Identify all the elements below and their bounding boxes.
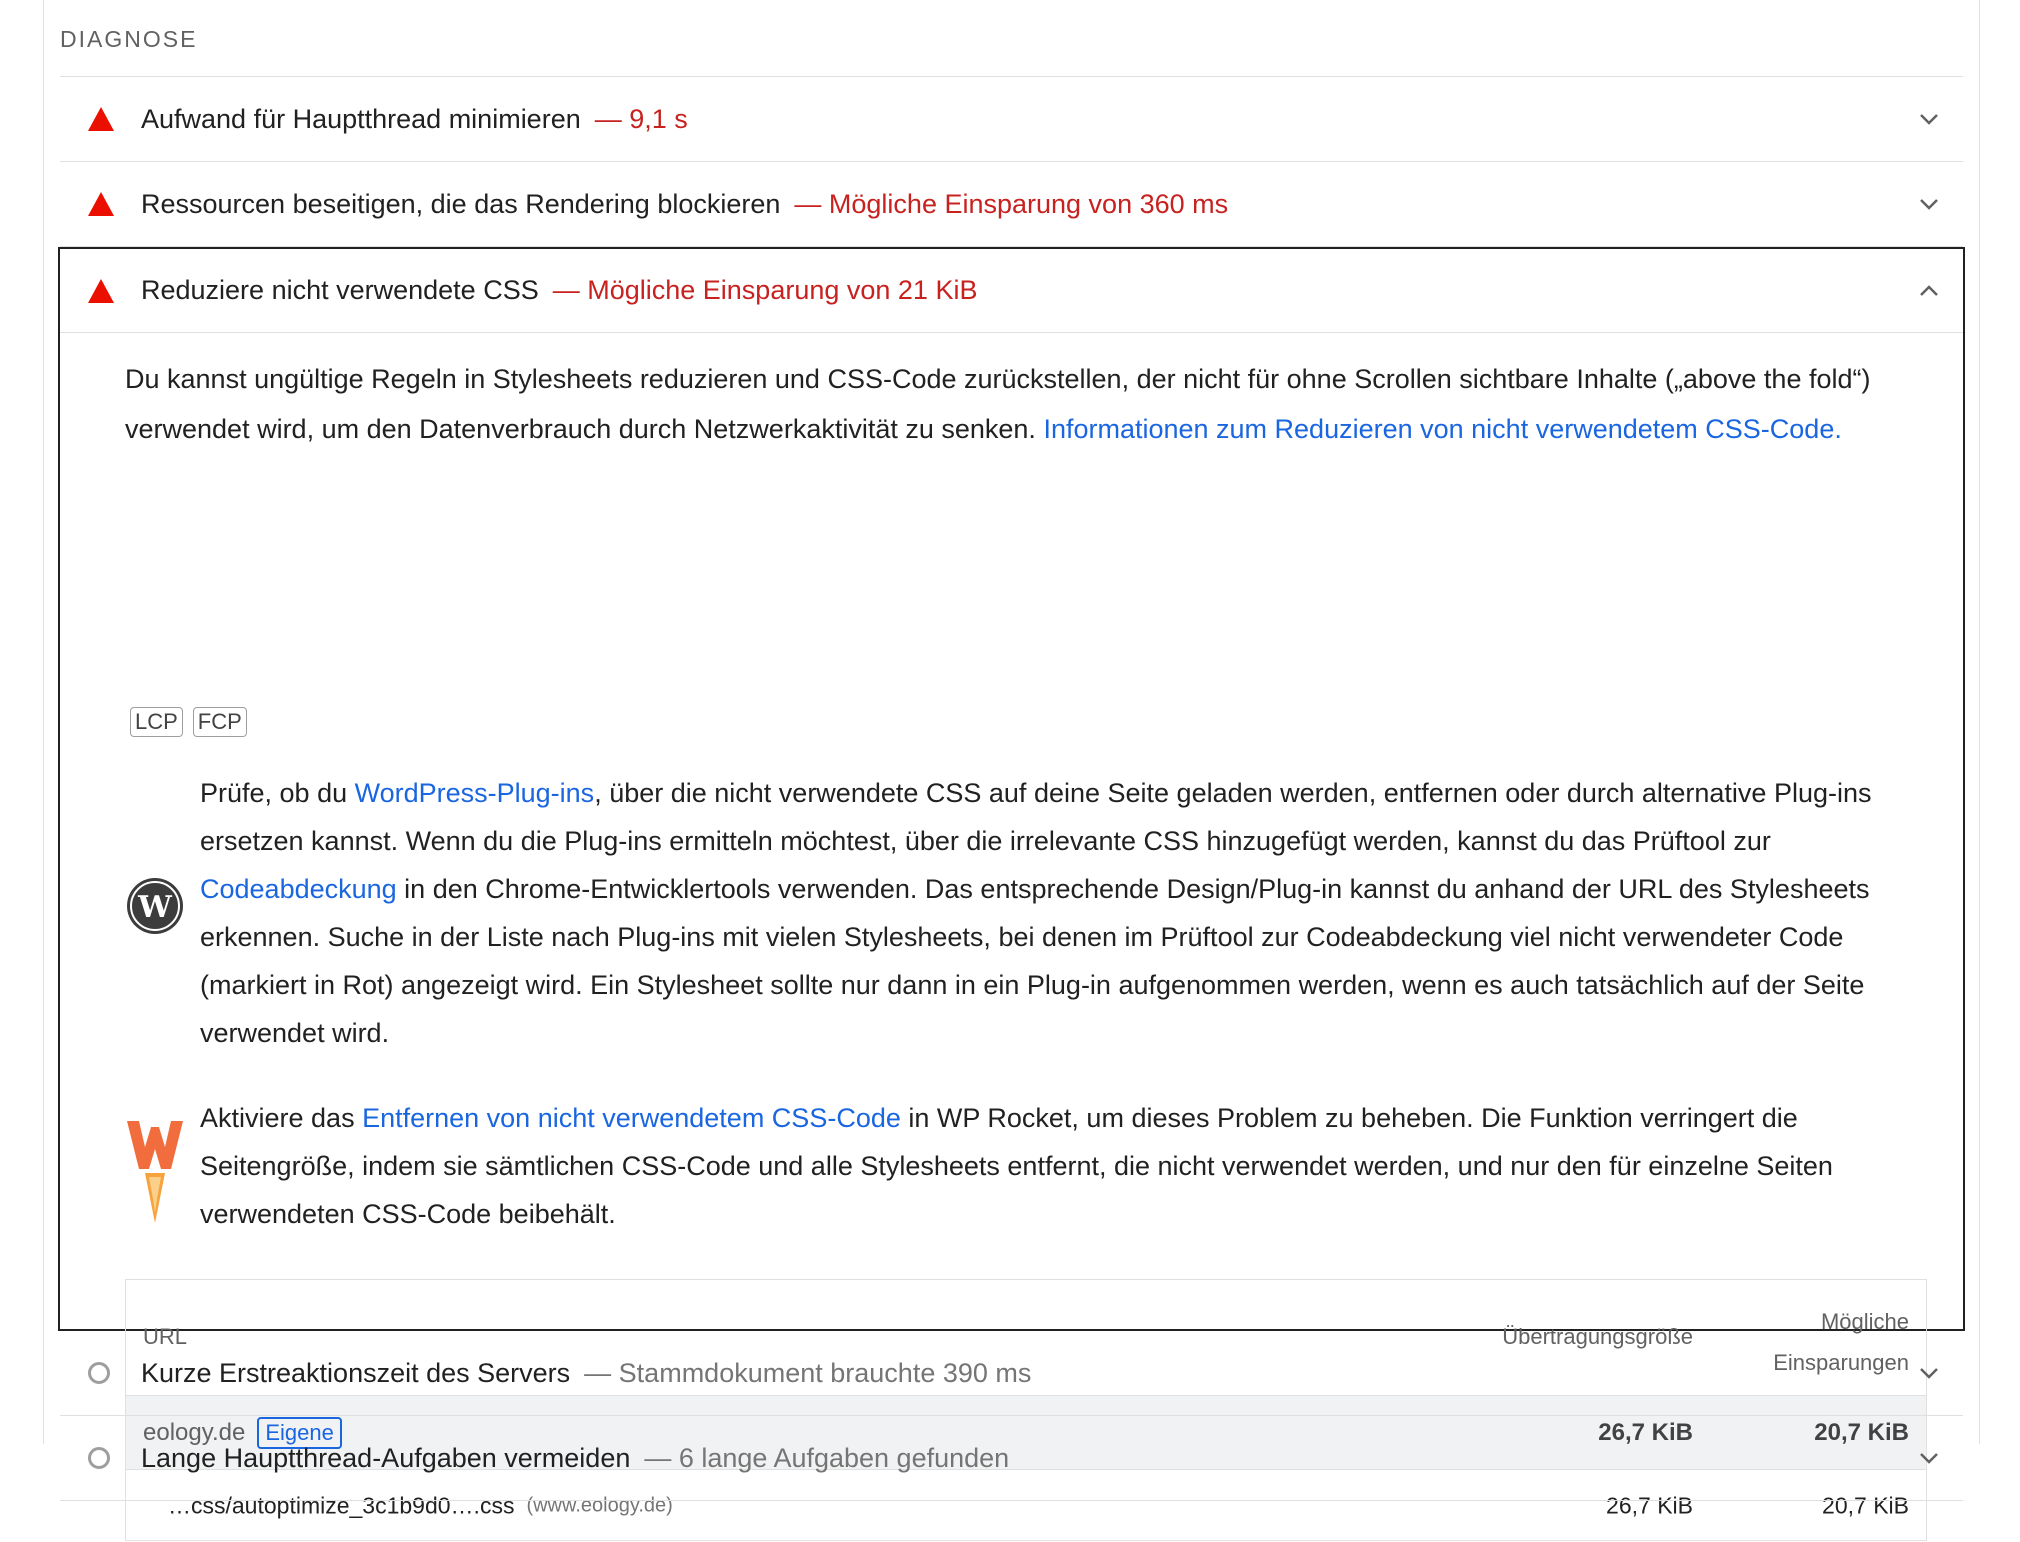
wordpress-stack-pack: Prüfe, ob du WordPress-Plug-ins, über die nicht verwendete CSS auf deine Seite geladen werden, entfernen oder durch alternative Plug-ins ersetzen kannst. Wenn du die Plug-ins ermitteln möchtest, über die irrelevante CSS hinzugefügt werden, kannst du das Prüftool zur Codeabdeckung in den Chrome-Entwicklertools verwenden. Das entsprechende Design/Plug-in kannst du anhand der URL des Stylesheets erkennen. Suche in der Liste nach Plug-ins mit vielen Stylesheets, bei denen im Prüftool zur Codeabdeckung viel nicht verwendeter Code (markiert in Rot) angezeigt wird. Ein Stylesheet sollte nur dann in ein Plug-in aufgenommen werden, wenn es auch tatsächlich auf der Seite verwendet wird. — [200, 778, 1872, 1048]
chevron-down-icon[interactable] — [1919, 113, 1939, 125]
audit-value: — Stammdokument brauchte 390 ms — [584, 1357, 1032, 1388]
first-party-badge: Eigene — [257, 1417, 342, 1449]
audit-value: — Mögliche Einsparung von 360 ms — [794, 188, 1229, 219]
audit-value: — 6 lange Aufgaben gefunden — [644, 1442, 1010, 1473]
audit-server-response-time[interactable] — [60, 1331, 1963, 1416]
code-coverage-link[interactable]: Codeabdeckung — [200, 874, 397, 904]
audit-value: — Mögliche Einsparung von 21 KiB — [552, 275, 978, 305]
wordpress-plugins-link[interactable]: WordPress-Plug-ins — [354, 778, 595, 808]
fail-triangle-icon — [88, 192, 114, 216]
resource-transfer-size: 26,7 KiB — [1606, 1492, 1693, 1519]
audit-mainthread-work[interactable] — [60, 77, 1963, 162]
wp-rocket-icon — [125, 1117, 185, 1227]
audit-value: — 9,1 s — [594, 103, 688, 134]
pass-circle-icon — [88, 1447, 110, 1469]
column-url: URL — [143, 1324, 188, 1349]
column-potential-savings: Mögliche Einsparungen — [1773, 1309, 1909, 1375]
resource-savings: 20,7 KiB — [1822, 1492, 1909, 1519]
audit-title: Ressourcen beseitigen, die das Rendering blockieren — [141, 188, 781, 219]
audit-title: Aufwand für Hauptthread minimieren — [141, 103, 581, 134]
section-title: DIAGNOSE — [60, 0, 1963, 77]
chevron-up-icon[interactable] — [1919, 285, 1939, 297]
metric-chips — [130, 707, 247, 737]
chip-lcp: LCP — [130, 707, 183, 737]
chevron-down-icon[interactable] — [1919, 198, 1939, 210]
pass-circle-icon — [88, 1362, 110, 1384]
audit-unused-css-header[interactable] — [60, 249, 1963, 333]
audit-title: Lange Hauptthread-Aufgaben vermeiden — [141, 1442, 631, 1473]
audit-title: Reduziere nicht verwendete CSS — [141, 275, 539, 305]
entity-transfer-size: 26,7 KiB — [1598, 1418, 1693, 1446]
chevron-down-icon[interactable] — [1919, 1452, 1939, 1464]
resource-url[interactable]: …css/autoptimize_3c1b9d0….css — [168, 1492, 515, 1519]
audit-long-tasks[interactable] — [60, 1416, 1963, 1501]
svg-text:W: W — [138, 890, 172, 925]
audit-description: Du kannst ungültige Regeln in Stylesheets reduzieren und CSS-Code zurückstellen, der nicht für ohne Scrollen sichtbare Inhalte („above the fold“) verwendet wird, um den Datenverbrauch durch Netzwerkaktivität zu senken. Informationen zum Reduzieren von nicht verwendetem CSS-Code. — [125, 364, 1871, 444]
column-transfer-size: Übertragungsgröße — [1502, 1324, 1693, 1349]
diagnostics-section — [60, 0, 1963, 1519]
audit-title: Kurze Erstreaktionszeit des Servers — [141, 1357, 571, 1388]
chevron-down-icon[interactable] — [1919, 1367, 1939, 1379]
remove-unused-css-link[interactable]: Entfernen von nicht verwendetem CSS-Code — [362, 1103, 901, 1133]
audit-render-blocking[interactable] — [60, 162, 1963, 247]
fail-triangle-icon — [88, 107, 114, 131]
wp-rocket-stack-pack: Aktiviere das Entfernen von nicht verwendetem CSS-Code in WP Rocket, um dieses Problem zu beheben. Die Funktion verringert die Seitengröße, indem sie sämtlichen CSS-Code und alle Stylesheets entfernt, die nicht verwendet werden, und nur den für einzelne Seiten verwendeten CSS-Code beibehält. — [200, 1103, 1833, 1229]
fail-triangle-icon — [88, 279, 114, 303]
chip-fcp: FCP — [193, 707, 247, 737]
entity-domain: eology.de — [143, 1418, 246, 1446]
resource-host: (www.eology.de) — [526, 1494, 673, 1517]
learn-more-link[interactable]: Informationen zum Reduzieren von nicht verwendetem CSS-Code. — [1043, 414, 1842, 444]
wordpress-icon — [125, 876, 185, 936]
entity-savings: 20,7 KiB — [1814, 1418, 1909, 1446]
